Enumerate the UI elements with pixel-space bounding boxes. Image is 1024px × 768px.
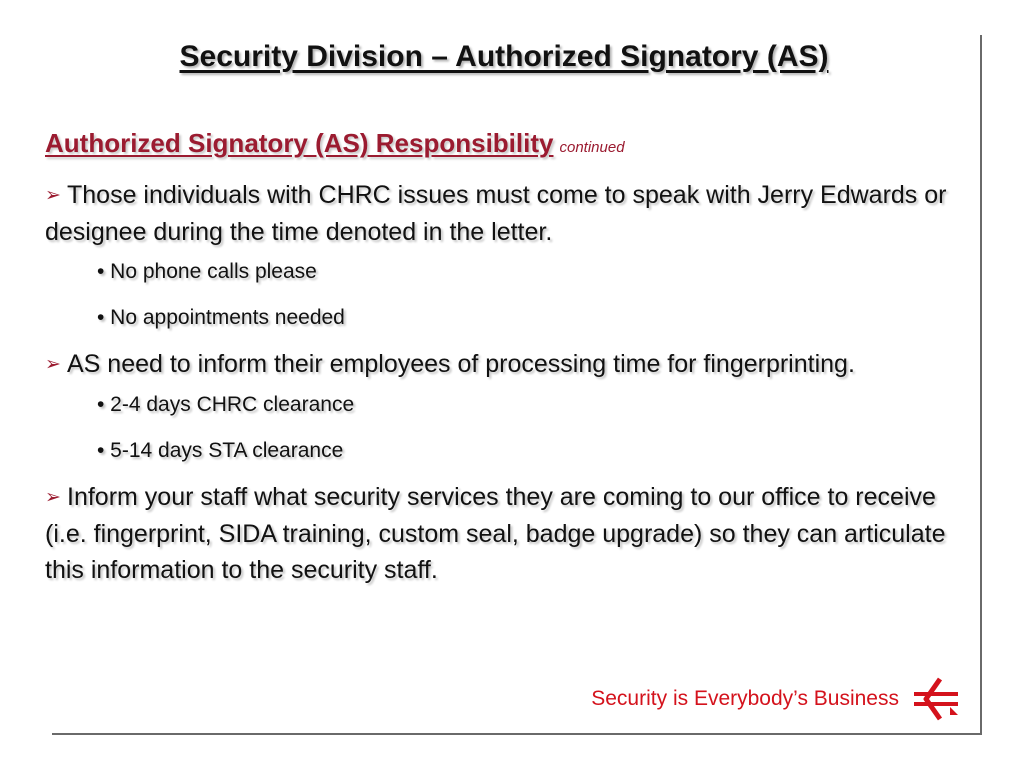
frame-border-right [980, 35, 982, 735]
bullet-item [45, 177, 950, 250]
bullet-text: AS need to inform their employees of processing time for fingerprinting. [67, 350, 855, 378]
footer-tagline: Security is Everybody’s Business [591, 687, 899, 710]
sub-bullet-item: • No phone calls please [97, 260, 317, 283]
airport-logo-icon [910, 677, 962, 721]
continued-label: continued [559, 139, 625, 156]
sub-bullet-item: • No appointments needed [97, 306, 345, 329]
sub-bullet-item: • 5-14 days STA clearance [97, 439, 344, 462]
arrow-bullet-icon: ➢ [45, 354, 61, 375]
arrow-bullet-icon: ➢ [45, 487, 61, 508]
arrow-bullet-icon: ➢ [45, 185, 61, 206]
bullet-item [45, 479, 950, 588]
bullet-item [45, 346, 950, 383]
bullet-text: Inform your staff what security services they are coming to our office to receive (i.e. fingerprint, SIDA training, custom seal, badge upgrade) so they can articulate this information to the security staff. [45, 483, 946, 584]
bullet-text: Those individuals with CHRC issues must come to speak with Jerry Edwards or designee during the time denoted in the letter. [45, 181, 947, 246]
sub-bullet-item: • 2-4 days CHRC clearance [97, 393, 355, 416]
slide-body [45, 126, 950, 596]
slide-title: Security Division – Authorized Signatory (AS) [179, 40, 829, 73]
frame-border-bottom [52, 733, 982, 735]
section-heading-main: Authorized Signatory (AS) Responsibility [45, 128, 554, 158]
section-heading [45, 126, 950, 165]
